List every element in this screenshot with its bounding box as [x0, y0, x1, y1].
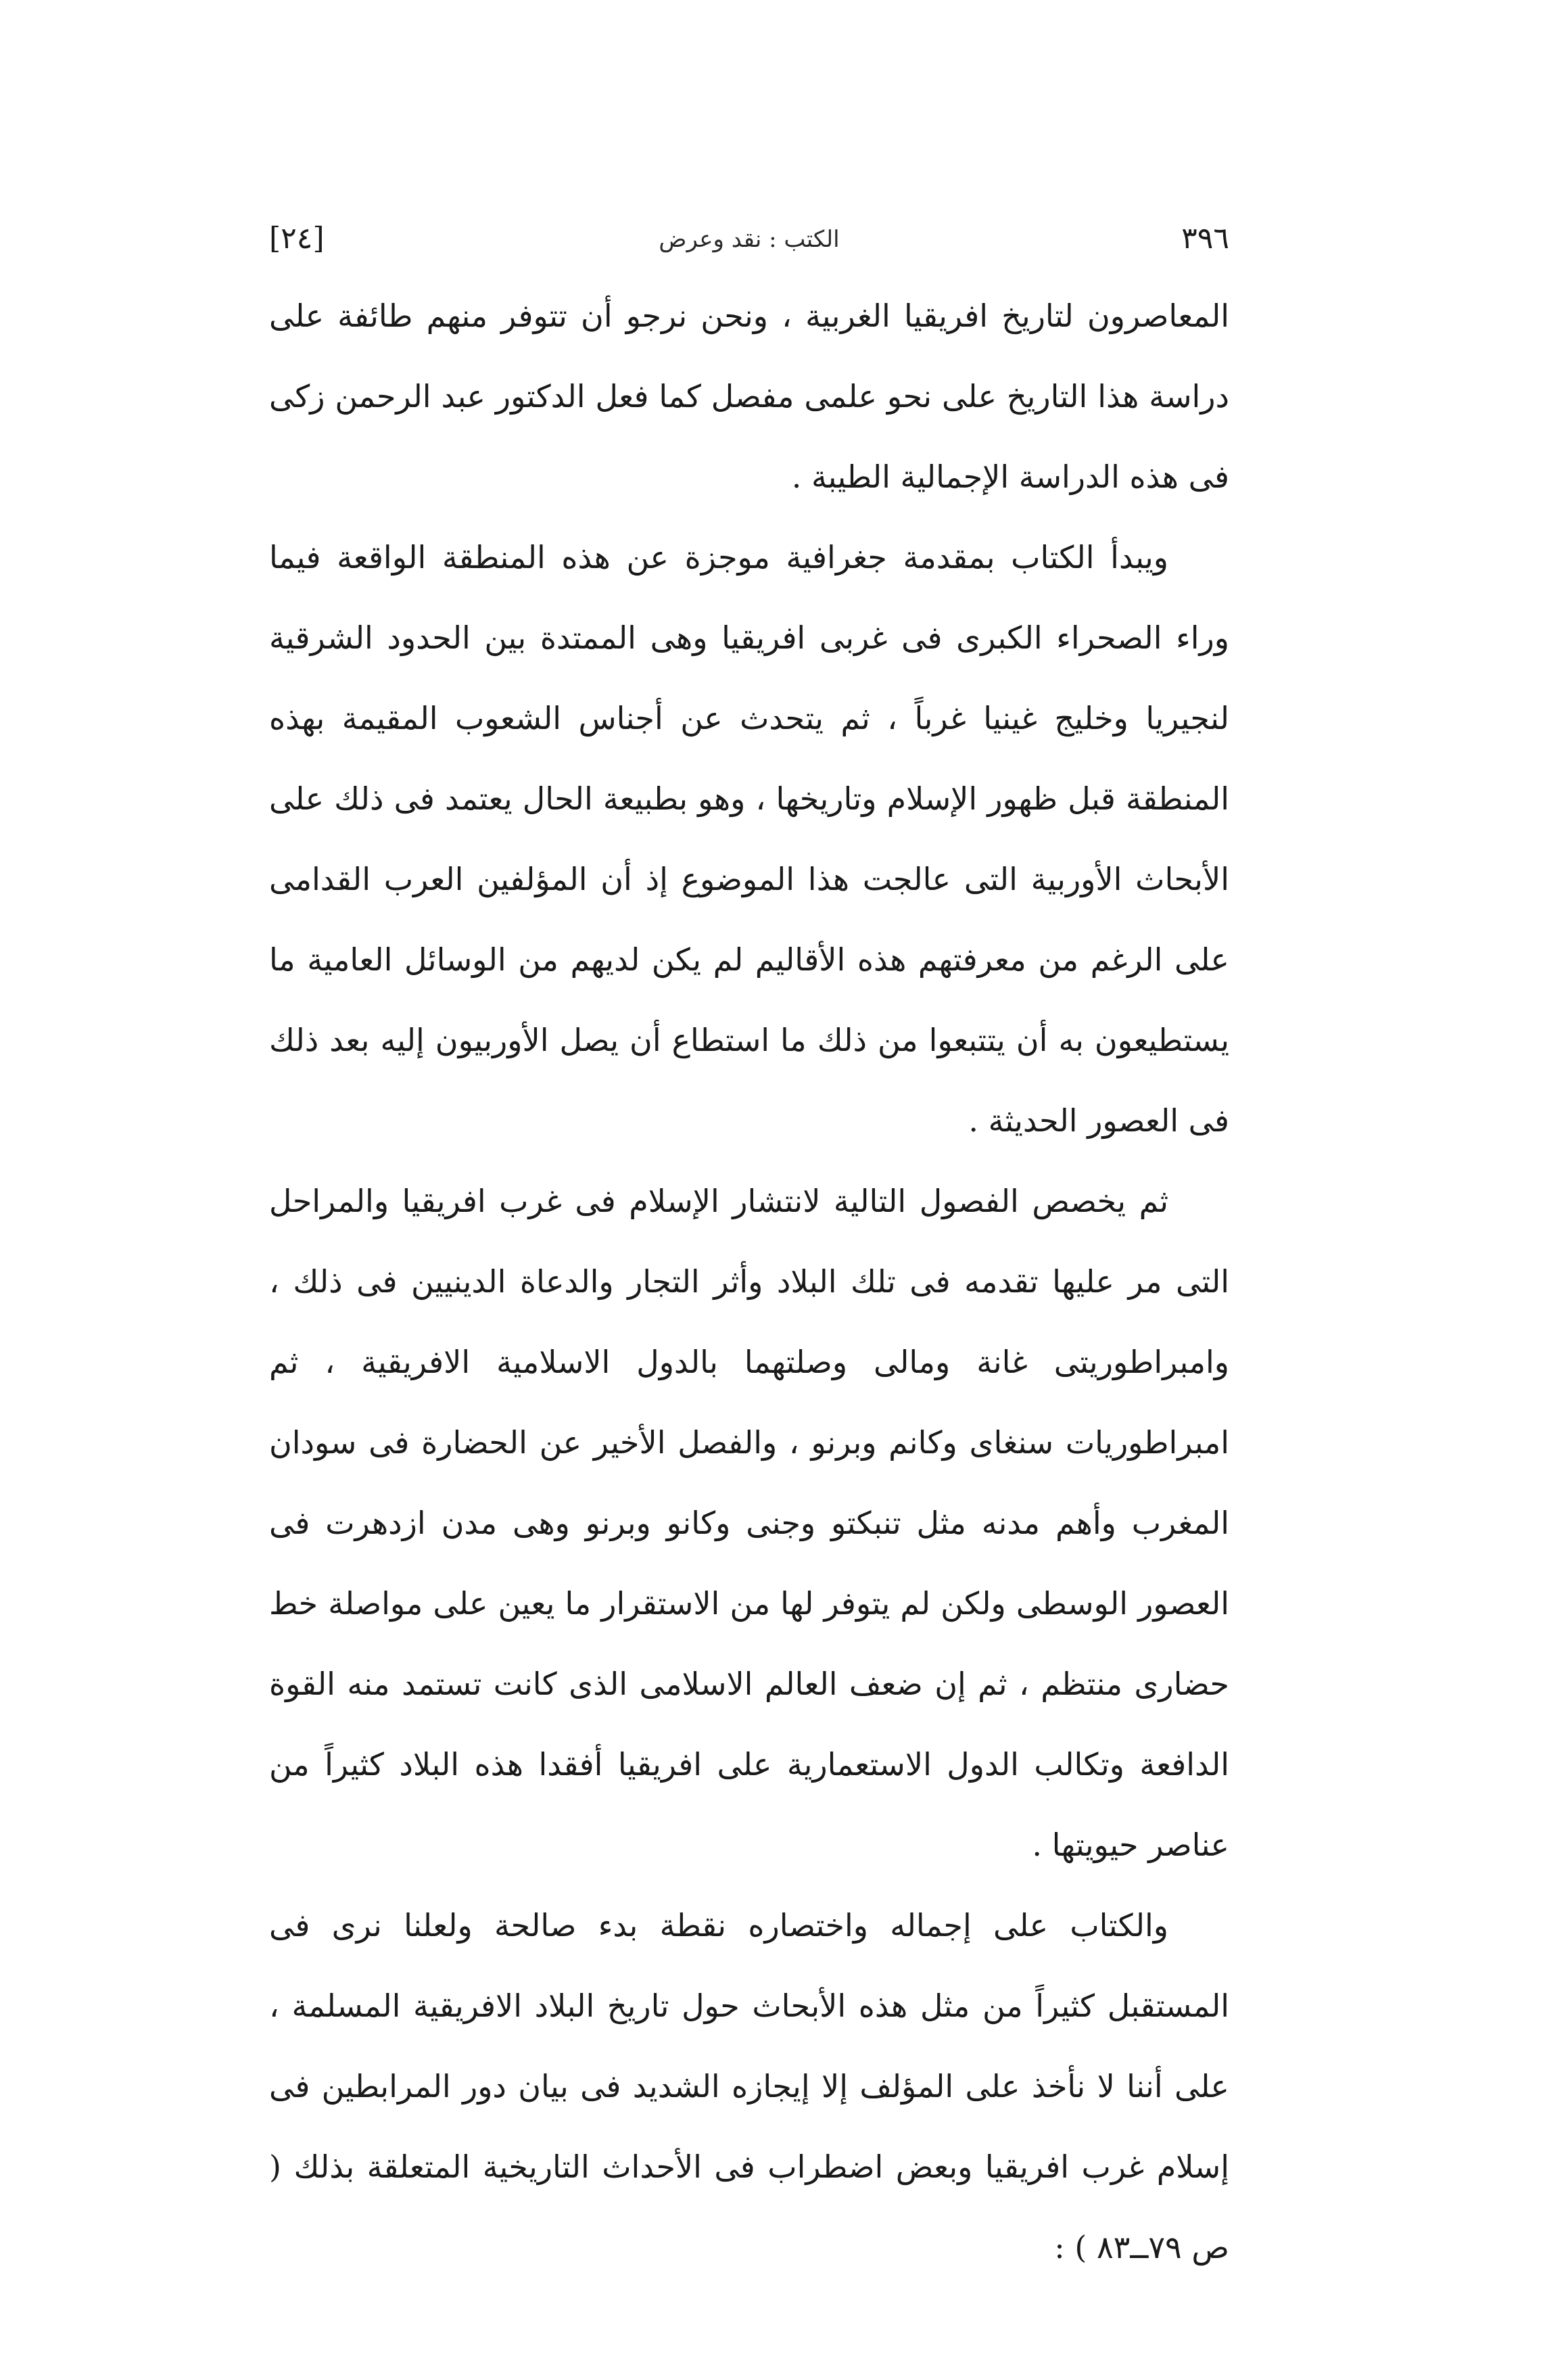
running-head — [269, 215, 1229, 262]
paragraph-2: ويبدأ الكتاب بمقدمة جغرافية موجزة عن هذه المنطقة الواقعة فيما وراء الصحراء الكبرى فى غربى افريقيا وهى الممتدة بين الحدود الشرقية لنجيريا وخليج غينيا غرباً ، ثم يتحدث عن أجناس الشعوب المقيمة بهذه المنطقة قبل ظهور الإسلام وتاريخها ، وهو بطبيعة الحال يعتمد فى ذلك على الأبحاث الأوربية التى عالجت هذا الموضوع إذ أن المؤلفين العرب القدامى على الرغم من معرفتهم هذه الأقاليم لم يكن لديهم من الوسائل العامية ما يستطيعون به أن يتتبعوا من ذلك ما استطاع أن يصل الأوربيون إليه بعد ذلك فى العصور الحديثة . — [269, 539, 1229, 1139]
paragraph-1: المعاصرون لتاريخ افريقيا الغربية ، ونحن نرجو أن تتوفر منهم طائفة على دراسة هذا التاريخ على نحو علمى مفصل كما فعل الدكتور عبد الرحمن زكى فى هذه الدراسة الإجمالية الطيبة . — [269, 298, 1229, 495]
page-number: ٣٩٦ — [1181, 221, 1229, 256]
section-title: الكتب : نقد وعرض — [659, 226, 840, 253]
issue-number: [٢٤] — [269, 221, 325, 256]
body-text — [269, 276, 1229, 2288]
paragraph-3: ثم يخصص الفصول التالية لانتشار الإسلام فى غرب افريقيا والمراحل التى مر عليها تقدمه فى تلك البلاد وأثر التجار والدعاة الدينيين فى ذلك ، وامبراطوريتى غانة ومالى وصلتهما بالدول الاسلامية الافريقية ، ثم امبراطوريات سنغاى وكانم وبرنو ، والفصل الأخير عن الحضارة فى سودان المغرب وأهم مدنه مثل تنبكتو وجنى وكانو وبرنو وهى مدن ازدهرت فى العصور الوسطى ولكن لم يتوفر لها من الاستقرار ما يعين على مواصلة خط حضارى منتظم ، ثم إن ضعف العالم الاسلامى الذى كانت تستمد منه القوة الدافعة وتكالب الدول الاستعمارية على افريقيا أفقدا هذه البلاد كثيراً من عناصر حيويتها . — [269, 1183, 1229, 1863]
paragraph-4: والكتاب على إجماله واختصاره نقطة بدء صالحة ولعلنا نرى فى المستقبل كثيراً من مثل هذه الأبحاث حول تاريخ البلاد الافريقية المسلمة ، على أننا لا نأخذ على المؤلف إلا إيجازه الشديد فى بيان دور المرابطين فى إسلام غرب افريقيا وبعض اضطراب فى الأحداث التاريخية المتعلقة بذلك ( ص ٧٩ــ٨٣ ) : — [269, 1907, 1229, 2265]
